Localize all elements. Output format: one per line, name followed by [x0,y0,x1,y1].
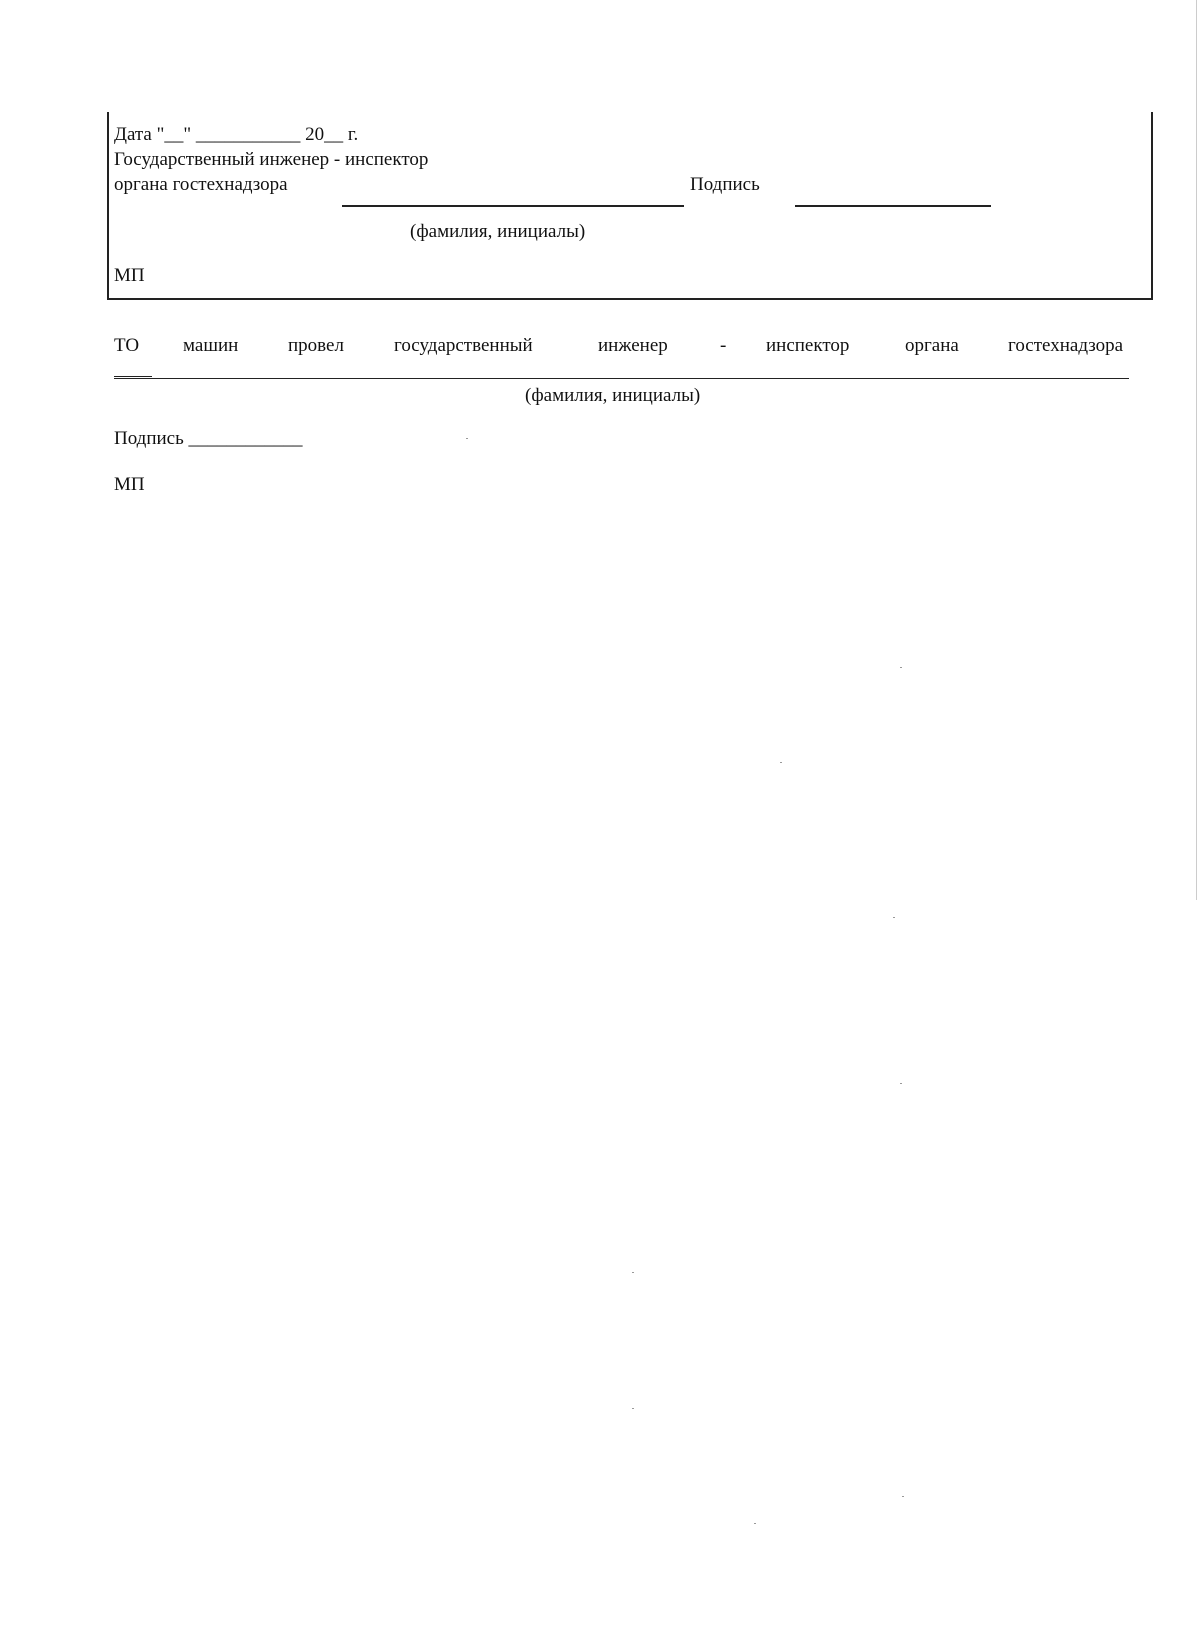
sentence-word: ТО [114,335,140,356]
sentence-word: - [720,335,727,356]
scan-speck [632,1408,634,1409]
sentence-word: гостехнадзора [1008,335,1124,356]
scan-speck [632,1272,634,1273]
scan-edge [1196,0,1197,900]
scan-speck [893,917,895,918]
inspector-title-line1: Государственный инженер - инспектор [114,149,429,170]
signature-line: Подпись ____________ [114,428,303,449]
sentence-word: органа [905,335,959,356]
scan-speck [780,762,782,763]
name-caption-lower: (фамилия, инициалы) [525,385,701,406]
stamp-label: МП [114,265,145,286]
inspector-name-underline [114,378,1129,379]
sentence-word: государственный [394,335,533,356]
name-caption: (фамилия, инициалы) [410,221,586,242]
sentence-word: провел [288,335,344,356]
sentence-word: инспектор [766,335,850,356]
scan-speck [754,1523,756,1524]
underline-stub [114,376,152,377]
scan-speck [900,1083,902,1084]
name-underline [342,205,684,207]
scan-speck [902,1496,904,1497]
signature-label: Подпись [690,174,760,195]
stamp-label-lower: МП [114,474,145,495]
scan-speck [900,667,902,668]
signature-underline [795,205,991,207]
sentence-word: машин [183,335,239,356]
scan-speck [466,438,468,439]
inspector-title-line2: органа гостехнадзора [114,174,288,195]
date-line: Дата "__" ___________ 20__ г. [114,124,359,145]
sentence-word: инженер [598,335,668,356]
